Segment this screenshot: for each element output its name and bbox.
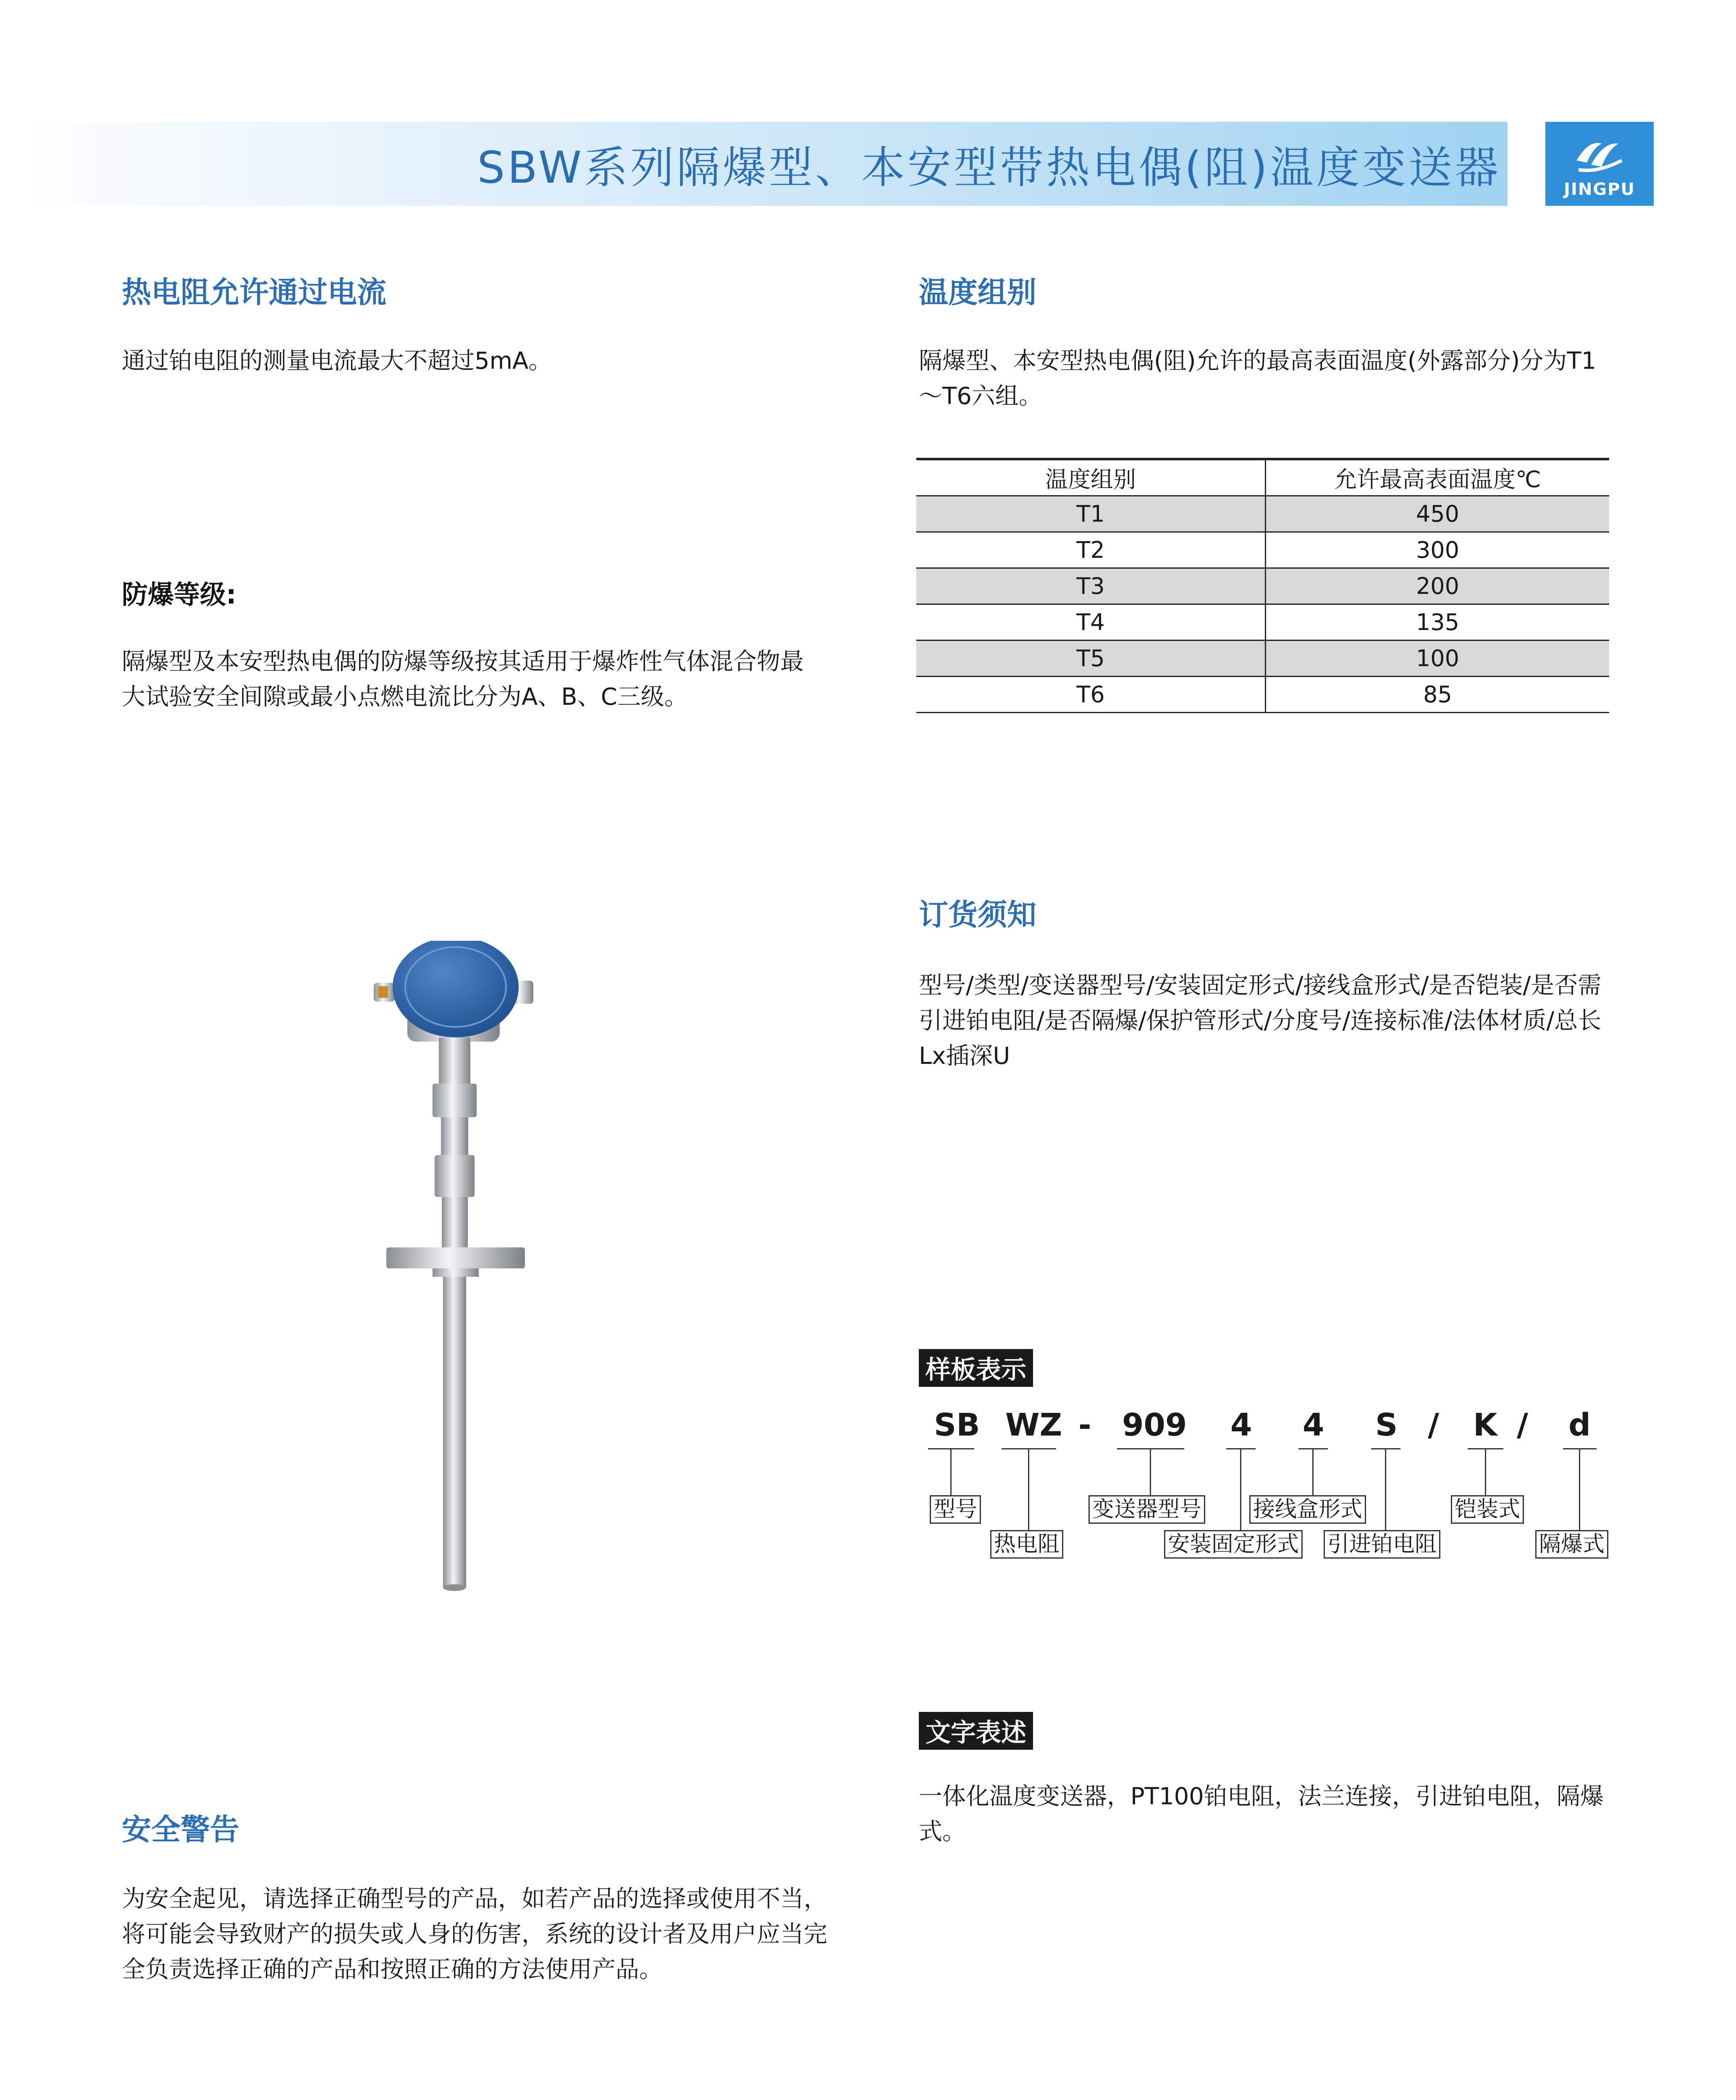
brand-logo <box>1545 122 1654 206</box>
label-junction-box: 接线盒形式 <box>1249 1495 1366 1524</box>
column-header: 温度组别 <box>916 459 1266 496</box>
table-row <box>916 604 1609 640</box>
table-cell: T1 <box>916 496 1266 532</box>
table-header-row <box>916 459 1609 496</box>
current-heading: 热电阻允许通过电流 <box>122 275 386 310</box>
table-cell: T2 <box>916 532 1266 568</box>
code-wz: WZ <box>1005 1407 1062 1443</box>
page-title: SBW系列隔爆型、本安型带热电偶(阻)温度变送器 <box>477 142 1501 193</box>
connector-line <box>1385 1448 1386 1532</box>
sample-tag: 样板表示 <box>919 1349 1033 1387</box>
code-dash: - <box>1078 1407 1091 1443</box>
ordering-heading: 订货须知 <box>919 898 1036 932</box>
table-cell: T3 <box>916 568 1266 604</box>
table-row <box>916 568 1609 604</box>
label-type: 型号 <box>930 1495 981 1524</box>
table-cell: T6 <box>916 677 1266 713</box>
description-text: 一体化温度变送器，PT100铂电阻，法兰连接，引进铂电阻，隔爆式。 <box>919 1783 1604 1845</box>
code-junction: 4 <box>1230 1407 1252 1443</box>
connector-line <box>1028 1448 1029 1532</box>
temperature-group-table <box>916 458 1609 713</box>
table-cell: 450 <box>1266 496 1610 532</box>
label-mounting: 安装固定形式 <box>1164 1530 1303 1559</box>
label-explosion-proof: 隔爆式 <box>1535 1530 1608 1559</box>
table-cell: T5 <box>916 640 1266 677</box>
explosion-grade-text: 隔爆型及本安型热电偶的防爆等级按其适用于爆炸性气体混合物最大试验安全间隙或最小点燃电流比分为A、B、C三级。 <box>122 648 804 711</box>
connector-line <box>1485 1448 1486 1496</box>
table-cell: 85 <box>1266 677 1610 713</box>
code-s: S <box>1375 1407 1398 1443</box>
table-cell: T4 <box>916 604 1266 640</box>
code-slash-2: / <box>1517 1407 1529 1443</box>
table-cell: 135 <box>1266 604 1610 640</box>
explosion-grade-heading: 防爆等级: <box>122 579 236 610</box>
code-k: K <box>1473 1407 1497 1443</box>
table-row <box>916 640 1609 677</box>
connector-line <box>1240 1448 1241 1532</box>
label-rtd: 热电阻 <box>990 1530 1063 1559</box>
label-transmitter: 变送器型号 <box>1088 1495 1205 1524</box>
temp-group-text: 隔爆型、本安型热电偶(阻)允许的最高表面温度(外露部分)分为T1～T6六组。 <box>919 347 1597 410</box>
table-cell: 300 <box>1266 532 1610 568</box>
connector-line <box>950 1448 952 1496</box>
table-cell: 100 <box>1266 640 1610 677</box>
code-d: d <box>1568 1407 1591 1443</box>
connector-line <box>1150 1448 1151 1496</box>
label-armored: 铠装式 <box>1451 1495 1524 1524</box>
product-image <box>370 941 554 1592</box>
temp-group-heading: 温度组别 <box>919 275 1036 310</box>
table-cell: 200 <box>1266 568 1610 604</box>
connector-line <box>1312 1448 1314 1496</box>
safety-heading: 安全警告 <box>122 1812 239 1847</box>
code-sb: SB <box>934 1407 980 1443</box>
code-mounting: 4 <box>1303 1407 1324 1443</box>
safety-text: 为安全起见，请选择正确型号的产品，如若产品的选择或使用不当，将可能会导致财产的损失或人身的伤害，系统的设计者及用户应当完全负责选择正确的产品和按照正确的方法使用产品。 <box>122 1885 827 1983</box>
table-row <box>916 677 1609 713</box>
description-tag: 文字表述 <box>919 1712 1033 1750</box>
connector-line <box>1579 1448 1580 1532</box>
label-pt-lead: 引进铂电阻 <box>1324 1530 1440 1559</box>
ordering-text: 型号/类型/变送器型号/安装固定形式/接线盒形式/是否铠装/是否需引进铂电阻/是否隔爆/保护管形式/分度号/连接标准/法体材质/总长Lx插深U <box>919 972 1602 1070</box>
jingpu-logo-icon <box>1572 131 1627 177</box>
table-row <box>916 532 1609 568</box>
logo-text: JINGPU <box>1564 180 1635 199</box>
column-header: 允许最高表面温度℃ <box>1266 459 1610 496</box>
current-text: 通过铂电阻的测量电流最大不超过5mA。 <box>122 347 552 375</box>
table-row <box>916 496 1609 532</box>
code-slash-1: / <box>1428 1407 1440 1443</box>
code-909: 909 <box>1122 1407 1187 1443</box>
